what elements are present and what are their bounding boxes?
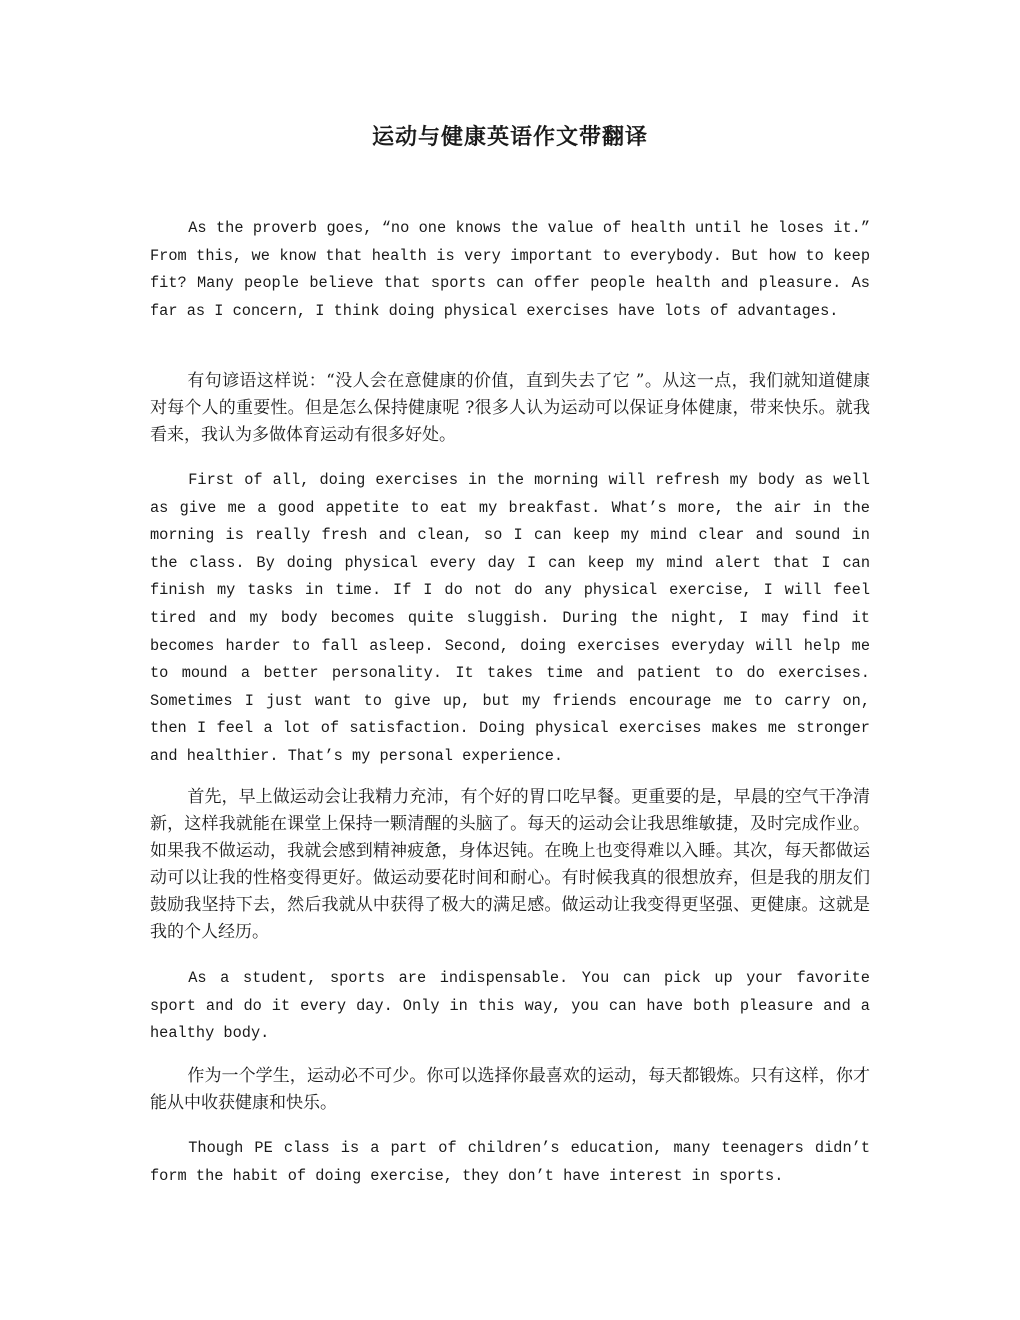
paragraph-chinese-student: 作为一个学生，运动必不可少。你可以选择你最喜欢的运动，每天都锻炼。只有这样，你才能从中收获健康和快乐。 xyxy=(150,1066,870,1113)
paragraph-english-body: First of all, doing exercises in the morning will refresh my body as well as give me a good appetite to eat my breakfast. What’s more, the air in the morning is really fresh and clean, so I can keep my mind clear and sound in the class. By doing physical every day I can keep my mind alert that I can finish my tasks in time. If I do not do any physical exercise, I will feel tired and my body becomes quite sluggish. During the night, I may find it becomes harder to fall asleep. Second, doing exercises everyday will help me to mound a better personality. It takes time and patient to do exercises. Sometimes I just want to give up, but my friends encourage me to carry on, then I feel a lot of satisfaction. Doing physical exercises makes me stronger and healthier. That’s my personal experience. xyxy=(150,471,870,765)
document-title: 运动与健康英语作文带翻译 xyxy=(371,124,648,150)
paragraph-english-student: As a student, sports are indispensable. You can pick up your favorite sport and do it every day. Only in this way, you can have both pleasure and a healthy body. xyxy=(150,969,870,1043)
paragraph-chinese-body: 首先，早上做运动会让我精力充沛，有个好的胃口吃早餐。更重要的是，早晨的空气干净清新，这样我就能在课堂上保持一颗清醒的头脑了。每天的运动会让我思维敏捷，及时完成作业。如果我不做运动，我就会感到精神疲惫，身体迟钝。在晚上也变得难以入睡。其次，每天都做运动可以让我的性格变得更好。做运动要花时间和耐心。有时候我真的很想放弃，但是我的朋友们鼓励我坚持下去，然后我就从中获得了极大的满足感。做运动让我变得更坚强、更健康。这就是我的个人经历。 xyxy=(150,787,870,942)
paragraph-english-pe-class: Though PE class is a part of children’s education, many teenagers didn’t form the habit of doing exercise, they don’t have interest in sports. xyxy=(150,1139,870,1185)
paragraph-english-intro: As the proverb goes, “no one knows the value of health until he loses it.” From this, we know that health is very important to everybody. But how to keep fit? Many people believe that sports can offer people health and pleasure. As far as I concern, I think doing physical exercises have lots of advantages. xyxy=(150,219,870,320)
paragraph-chinese-intro: 有句谚语这样说：“没人会在意健康的价值，直到失去了它 ”。从这一点，我们就知道健康对每个人的重要性。但是怎么保持健康呢 ?很多人认为运动可以保证身体健康，带来快乐。就我看来，我认为多做体育运动有很多好处。 xyxy=(150,371,870,445)
